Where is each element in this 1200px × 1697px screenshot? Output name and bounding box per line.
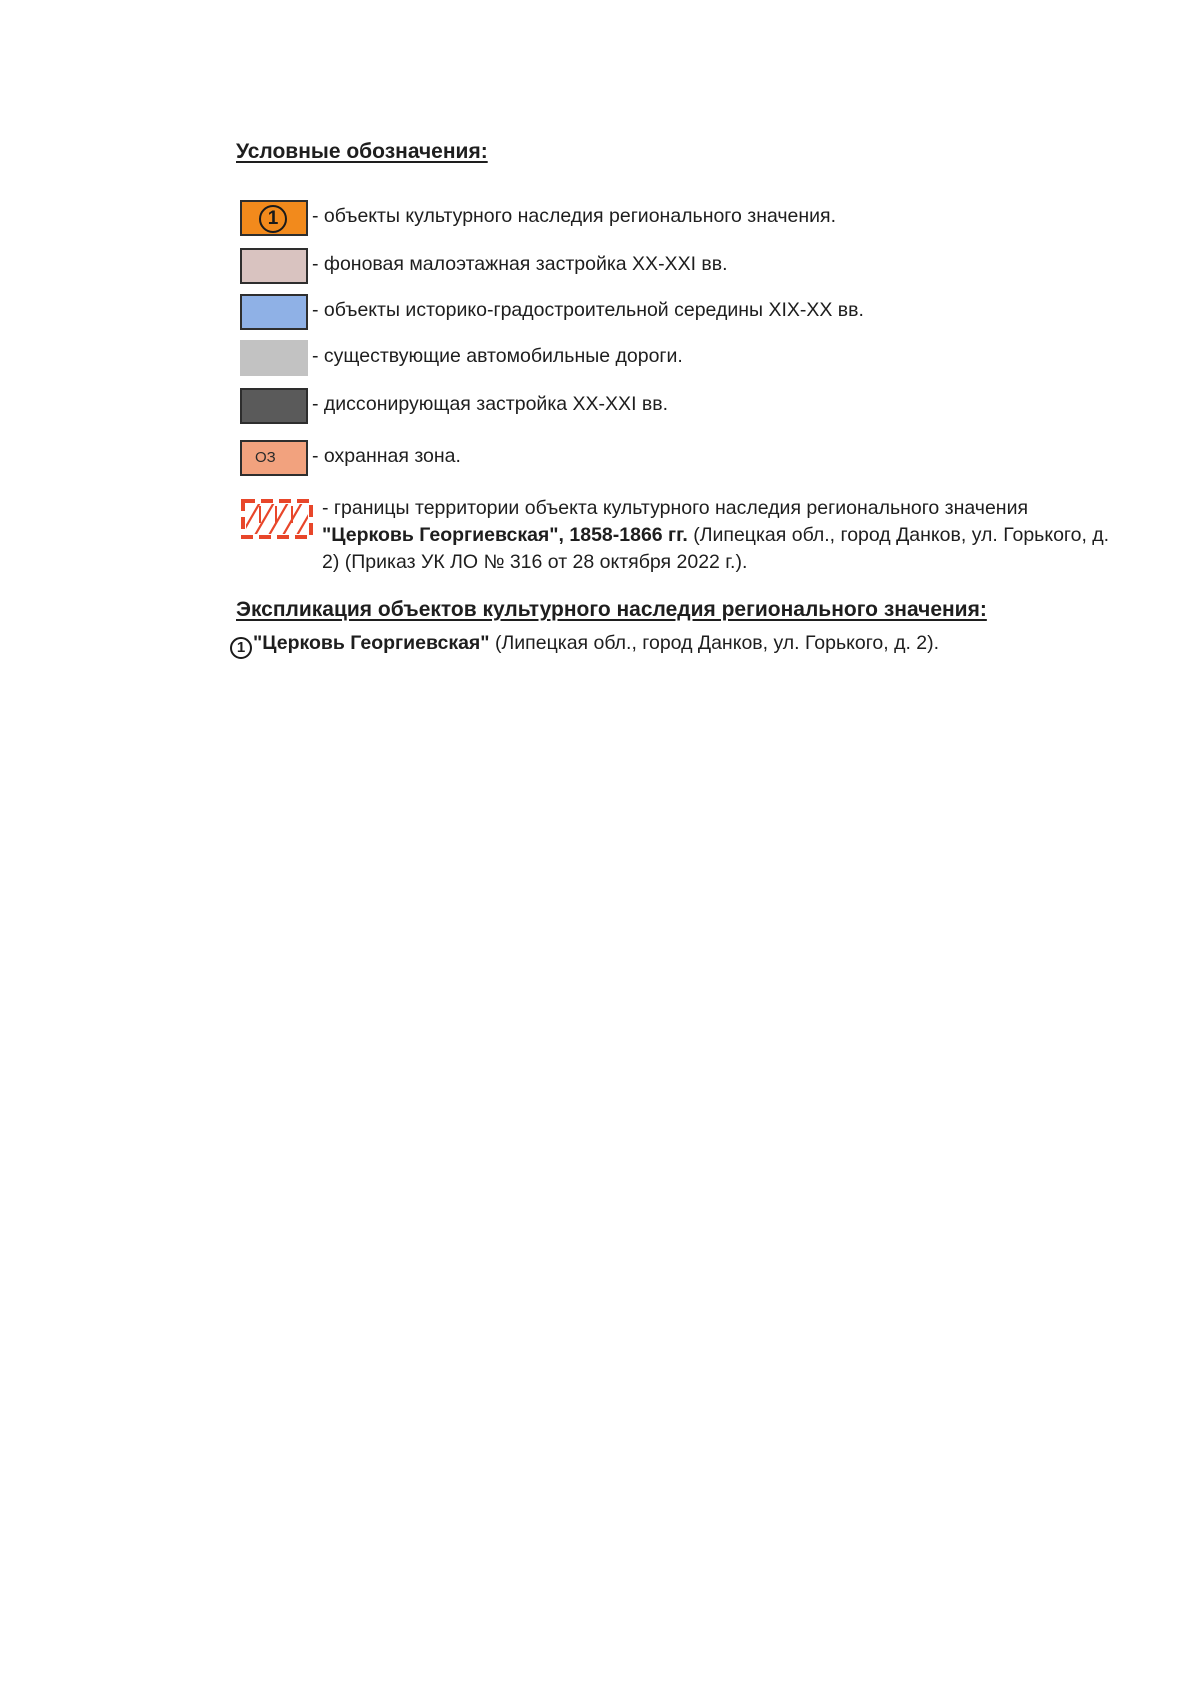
low-rise-swatch	[240, 248, 308, 284]
legend-item-label: - объекты историко-градостроительной середины XIX-XX вв.	[312, 299, 864, 321]
explication-item	[230, 632, 939, 659]
explication-object-name: "Церковь Георгиевская"	[253, 632, 490, 654]
boundary-description	[322, 495, 1122, 576]
boundary-object-name: "Церковь Георгиевская", 1858-1866 гг.	[322, 524, 688, 546]
explication-address: (Липецкая обл., город Данков, ул. Горького, д. 2).	[489, 632, 940, 654]
legend-item-label: - фоновая малоэтажная застройка XX-XXI вв.	[312, 253, 728, 275]
heritage-swatch	[240, 200, 308, 236]
dissonant-swatch	[240, 388, 308, 424]
boundary-text-prefix: - границы территории объекта культурного наследия регионального значения	[322, 497, 1029, 519]
legend-item-label: - диссонирующая застройка XX-XXI вв.	[312, 393, 669, 415]
historic-swatch	[240, 294, 308, 330]
circled-number-icon: 1	[230, 637, 252, 659]
hatched-boundary-icon	[240, 497, 314, 541]
legend-title: Условные обозначения:	[236, 140, 488, 163]
circled-number-icon: 1	[259, 205, 287, 233]
legend-item-label: - объекты культурного наследия регионального значения.	[312, 205, 837, 227]
explication-title: Экспликация объектов культурного наследия регионального значения:	[236, 598, 987, 621]
oz-label: ОЗ	[255, 449, 276, 466]
protection-zone-swatch	[240, 440, 308, 476]
legend-item-label: - охранная зона.	[312, 445, 461, 467]
legend-item-label: - существующие автомобильные дороги.	[312, 345, 683, 367]
boundary-text-suffix: (Липецкая обл., город Данков, ул. Горького, д. 2) (Приказ УК ЛО № 316 от 28 октября 2022 г.).	[322, 524, 1110, 573]
roads-swatch	[240, 340, 308, 376]
